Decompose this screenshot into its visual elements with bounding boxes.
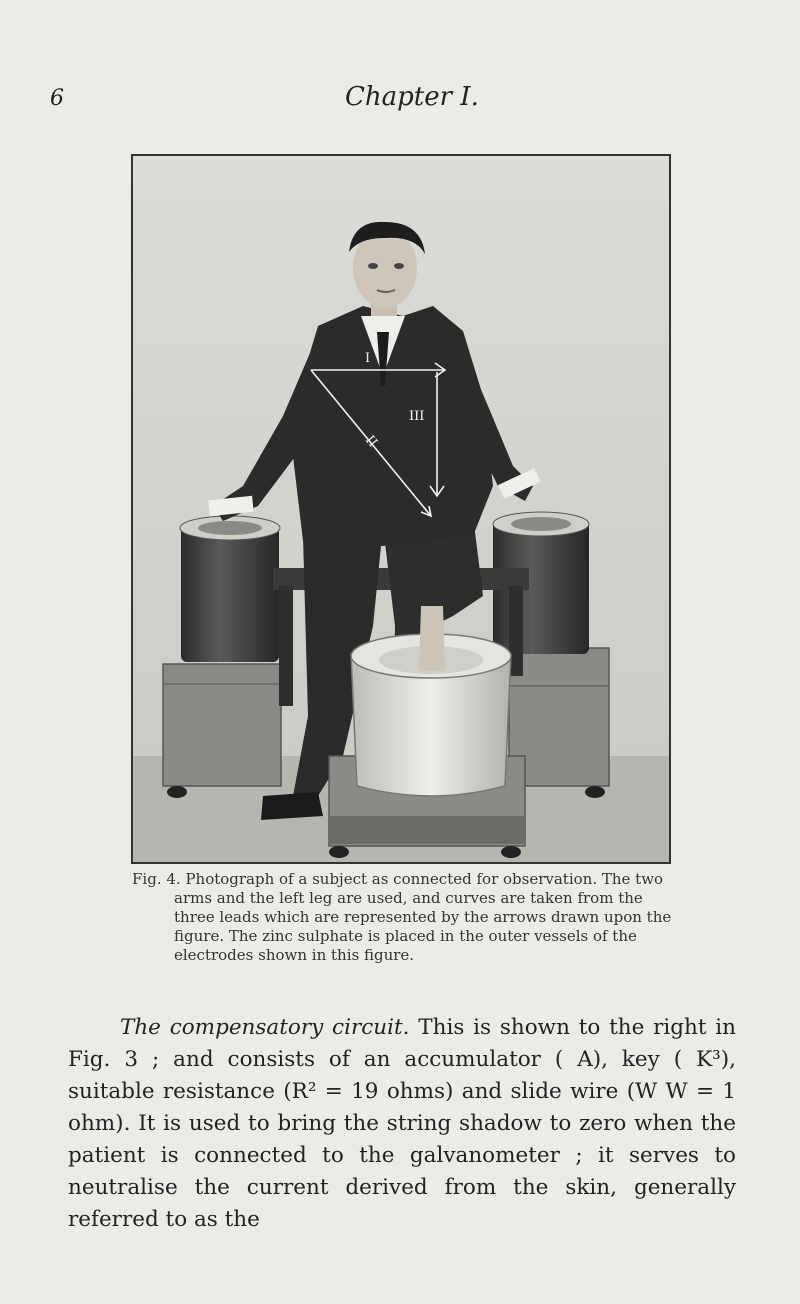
body-paragraph <box>68 1012 736 1236</box>
figure-illustration <box>133 156 669 862</box>
lead-1-label: I <box>365 351 371 366</box>
figure-label: Fig. 4. <box>132 870 181 888</box>
run-in-heading: The compensatory circuit. <box>120 1015 410 1040</box>
lead-2-label: II <box>361 432 381 451</box>
running-title: Chapter I. <box>345 82 479 112</box>
figure-caption <box>132 870 672 965</box>
page-number: 6 <box>50 86 64 111</box>
caption-text: Photograph of a subject as connected for observation. The two arms and the left leg are used, and curves are taken from the three leads which are represented by the arrows drawn upon the figure. The zinc sulphate is placed in the outer vessels of the electrodes shown in this figure. <box>174 870 672 964</box>
page-header <box>0 82 800 114</box>
figure-photograph <box>131 154 671 864</box>
lead-3-label: III <box>409 409 425 424</box>
paragraph-text: This is shown to the right in Fig. 3 ; and consists of an accumulator ( A), key ( K³), suitable resistance (R² = 19 ohms) and slide wire (W W = 1 ohm). It is used to bring the string shadow to zero when the patient is connected to the galvanometer ; it serves to neutralise the current derived from the skin, generally referred to as the <box>68 1015 736 1232</box>
